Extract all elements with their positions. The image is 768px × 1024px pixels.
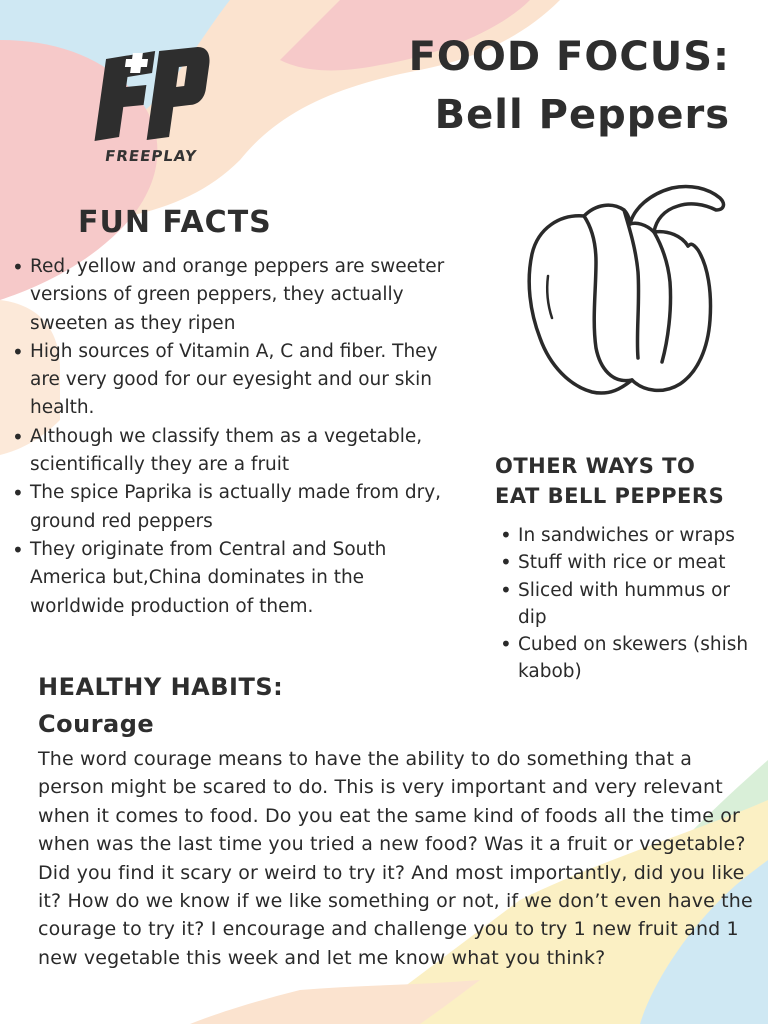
fun-fact-item: • The spice Paprika is actually made from dry, ground red peppers	[12, 479, 462, 536]
freeplay-logo	[92, 45, 210, 175]
other-ways-list	[500, 522, 762, 686]
page-title	[409, 30, 730, 146]
other-way-item: • Sliced with hummus or dip	[500, 577, 762, 632]
title-line-2: Bell Peppers	[434, 92, 730, 138]
logo-wordmark: FREEPLAY	[103, 147, 199, 165]
freeplay-logo-icon	[92, 45, 210, 145]
healthy-habits-heading: HEALTHY HABITS:	[38, 673, 284, 701]
other-ways-heading	[495, 451, 724, 511]
other-way-item: • Stuff with rice or meat	[500, 549, 762, 576]
bell-pepper-icon	[512, 180, 728, 410]
fun-fact-item: • They originate from Central and South America but,China dominates in the worldwide production of them.	[12, 536, 462, 621]
fun-fact-item: • Although we classify them as a vegetable, scientifically they are a fruit	[12, 423, 462, 480]
fun-fact-item: • Red, yellow and orange peppers are sweeter versions of green peppers, they actually sweeten as they ripen	[12, 253, 462, 338]
fun-fact-item: • High sources of Vitamin A, C and fiber. They are very good for our eyesight and our skin health.	[12, 338, 462, 423]
fun-facts-list	[12, 253, 462, 621]
healthy-habits-body: The word courage means to have the ability to do something that a person might be scared to do. This is very important and very relevant when it comes to food. Do you eat the same kind of foods all the time or when was the last time you tried a new food? Was it a fruit or vegetable? Did you find it scary or weird to try it? And most importantly, did you like it? How do we know if we like something or not, if we don’t even have the courage to try it? I encourage and challenge you to try 1 new fruit and 1 new vegetable this week and let me know what you think?	[38, 748, 753, 969]
bell-pepper-illustration	[512, 180, 728, 410]
other-way-item: • Cubed on skewers (shish kabob)	[500, 631, 762, 686]
other-ways-heading-line-1: OTHER WAYS TO	[495, 454, 696, 478]
title-line-1: FOOD FOCUS:	[408, 34, 730, 80]
healthy-habits-subheading: Courage	[38, 710, 155, 738]
other-ways-heading-line-2: EAT BELL PEPPERS	[495, 484, 725, 508]
fun-facts-heading: FUN FACTS	[78, 205, 272, 240]
other-way-item: • In sandwiches or wraps	[500, 522, 762, 549]
